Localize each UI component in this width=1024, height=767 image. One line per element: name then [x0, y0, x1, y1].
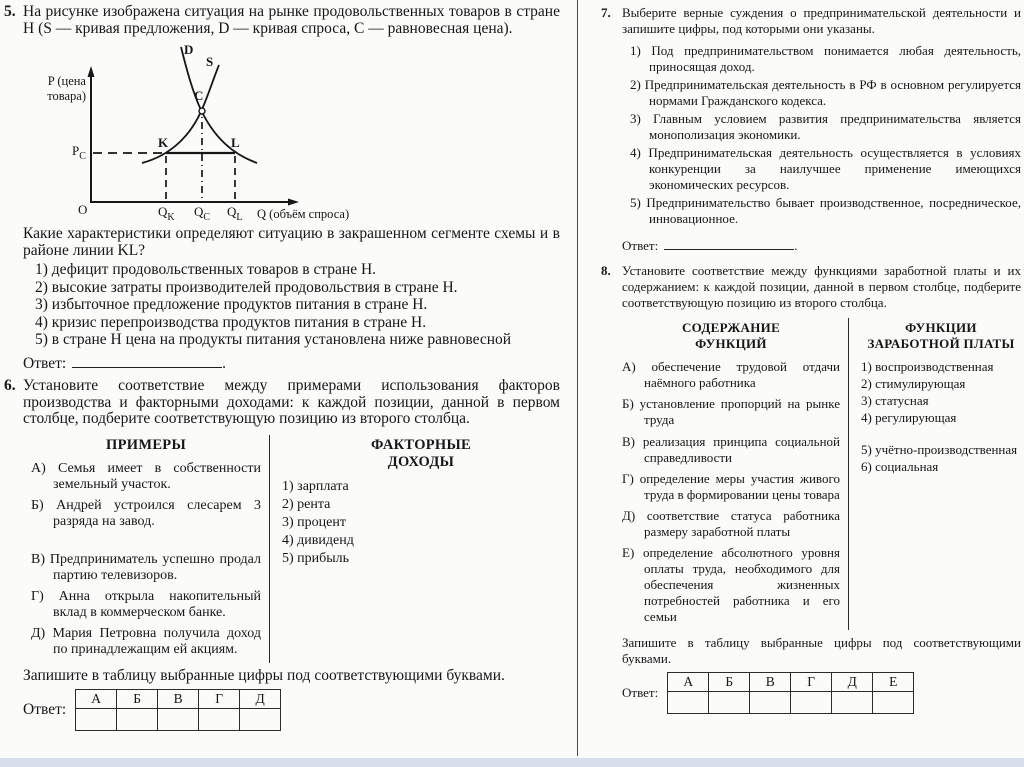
- option-item: 4) кризис перепроизводства продуктов питания в стране Н.: [35, 313, 427, 331]
- question-6-answer-table: [75, 689, 281, 731]
- supply-demand-diagram: [40, 39, 370, 221]
- equilibrium-point: [199, 108, 205, 114]
- demand-curve-label: D: [184, 42, 194, 57]
- match-item: Г) определение меры участия живого труда в формировании цены товара: [622, 471, 840, 502]
- answer-cell-header: Б: [117, 690, 158, 709]
- point-k-label: K: [158, 135, 169, 150]
- question-6: [4, 378, 560, 731]
- wage-functions-column: [849, 318, 1021, 630]
- function-content-column: [622, 318, 849, 630]
- function-option: 2) стимулирующая: [861, 376, 966, 391]
- y-axis-label-line1: P (цена: [47, 74, 86, 88]
- answer-label: Ответ:: [23, 700, 67, 718]
- question-7: [601, 5, 1021, 254]
- point-l-label: L: [231, 135, 240, 150]
- answer-period: .: [794, 238, 798, 253]
- option-item: 4) Предпринимательская деятельность осуществляется в условиях конкуренции за наилучшее применение имеющихся экономических ресурсов.: [630, 145, 1021, 192]
- y-axis-arrow: [88, 66, 95, 77]
- function-option: 6) социальная: [861, 459, 939, 474]
- question-8-intro: Установите соответствие между функциями заработной платы и их содержанием: к каждой позиции, данной в первом столбце, подберите соответствующую позицию из второго столбца.: [622, 263, 1021, 310]
- answer-cell-header: Е: [873, 673, 914, 692]
- examples-header: ПРИМЕРЫ: [106, 436, 186, 453]
- supply-curve: [142, 65, 219, 163]
- question-6-number: 6.: [4, 377, 16, 394]
- right-column: [601, 3, 1021, 714]
- match-item: А) Семья имеет в собственности земельный участок.: [31, 460, 261, 492]
- answer-cell-empty: [117, 709, 158, 731]
- option-item: 1) Под предпринимательством понимается любая деятельность, приносящая доход.: [630, 43, 1021, 74]
- answer-cell-empty: [240, 709, 281, 731]
- question-7-intro: Выберите верные суждения о предпринимательской деятельности и запишите цифры, под которыми они указаны.: [622, 5, 1021, 36]
- answer-cell-empty: [873, 692, 914, 714]
- x-axis-arrow: [288, 199, 299, 206]
- option-item: 3) Главным условием развития предпринимательства является монополизация экономики.: [630, 111, 1021, 142]
- equilibrium-point-label: C: [194, 88, 204, 103]
- answer-cell-empty: [199, 709, 240, 731]
- left-column: [4, 4, 560, 731]
- question-8-answer-table: [667, 672, 914, 714]
- question-6-match-table: [31, 435, 560, 663]
- answer-cell-header: Г: [199, 690, 240, 709]
- function-option: 4) регулирующая: [861, 410, 957, 425]
- question-5-text: Какие характеристики определяют ситуацию в закрашенном сегменте схемы и в районе линии KL?: [23, 225, 560, 259]
- question-7-answer-row: [622, 236, 1021, 254]
- origin-label: O: [78, 202, 88, 217]
- answer-blank: [664, 236, 794, 250]
- option-item: 3) избыточное предложение продуктов питания в стране Н.: [35, 296, 428, 313]
- option-item: 2) Предпринимательская деятельность в РФ в основном регулируется нормами Гражданского кодекса.: [630, 77, 1021, 108]
- income-option: 1) зарплата: [282, 478, 349, 494]
- answer-cell-empty: [750, 692, 791, 714]
- answer-cell-header: А: [76, 690, 117, 709]
- match-item: Б) Андрей устроился слесарем 3 разряда на завод.: [31, 497, 261, 529]
- match-item: В) реализация принципа социальной справедливости: [622, 434, 840, 465]
- income-option: 2) рента: [282, 496, 331, 512]
- answer-cell-empty: [832, 692, 873, 714]
- income-option: 4) дивиденд: [282, 532, 354, 548]
- question-5-answer-row: [23, 354, 560, 373]
- option-item: 2) высокие затраты производителей продовольствия в стране Н.: [35, 278, 458, 296]
- qty-qc-label: $Q_C$: [194, 204, 211, 221]
- qty-ql-label: $Q_L$: [227, 204, 243, 221]
- question-6-answer-row: [23, 689, 560, 731]
- question-8-note: Запишите в таблицу выбранные цифры под соответствующими буквами.: [622, 635, 1021, 666]
- supply-curve-label: S: [206, 54, 214, 69]
- answer-cell-empty: [668, 692, 709, 714]
- question-8-match-table: [622, 318, 1021, 630]
- answer-cell-header: Д: [832, 673, 873, 692]
- question-5-options: [35, 262, 560, 349]
- match-item: Д) соответствие статуса работника размеру заработной платы: [622, 508, 840, 539]
- answer-blank: [72, 354, 222, 368]
- function-option: 1) воспроизводственная: [861, 359, 994, 374]
- wage-functions-header: ФУНКЦИИ ЗАРАБОТНОЙ ПЛАТЫ: [867, 320, 1015, 351]
- match-item: Е) определение абсолютного уровня оплаты труда, необходимого для обеспечения жизненных потребностей работника и его семьи: [622, 545, 840, 624]
- question-6-intro: Установите соответствие между примерами использования факторов производства и факторными доходами: к каждой позиции, данной в первом столбце, подберите соответствующую позицию из второго столбца.: [23, 377, 560, 427]
- answer-cell-empty: [709, 692, 750, 714]
- question-6-note: Запишите в таблицу выбранные цифры под соответствующими буквами.: [23, 666, 505, 684]
- column-divider: [577, 0, 578, 756]
- function-option: 3) статусная: [861, 393, 929, 408]
- match-item: Г) Анна открыла накопительный вклад в коммерческом банке.: [31, 588, 261, 620]
- match-item: А) обеспечение трудовой отдачи наёмного работника: [622, 359, 840, 390]
- demand-curve: [181, 47, 257, 163]
- question-7-options: [630, 43, 1021, 227]
- answer-cell-header: Г: [791, 673, 832, 692]
- answer-cell-header: Д: [240, 690, 281, 709]
- answer-label: Ответ:: [622, 238, 659, 253]
- function-content-header: СОДЕРЖАНИЕ ФУНКЦИЙ: [681, 320, 781, 351]
- factor-incomes-header: ФАКТОРНЫЕ ДОХОДЫ: [370, 436, 472, 470]
- qty-qk-label: $Q_K$: [158, 204, 175, 221]
- y-axis-label-line2: товара): [47, 89, 86, 103]
- answer-label: Ответ:: [622, 685, 659, 700]
- function-option: 5) учётно-производственная: [861, 442, 1018, 457]
- option-item: 5) Предпринимательство бывает производственное, посредническое, инновационное.: [630, 195, 1021, 226]
- answer-cell-empty: [158, 709, 199, 731]
- income-option: 5) прибыль: [282, 550, 350, 566]
- x-axis-label: Q (объём спроса): [257, 207, 350, 221]
- match-item: В) Предприниматель успешно продал партию телевизоров.: [31, 551, 261, 583]
- factor-incomes-column: [270, 435, 560, 663]
- question-8-number: 8.: [601, 263, 611, 278]
- answer-period: .: [222, 354, 227, 372]
- option-item: 5) в стране Н цена на продукты питания установлена ниже равновесной: [35, 331, 512, 348]
- question-5-intro: На рисунке изображена ситуация на рынке продовольственных товаров в стране Н (S — кривая предложения, D — кривая спроса, С — равновесная цена).: [23, 3, 560, 37]
- answer-cell-header: Б: [709, 673, 750, 692]
- price-pc-label: $P_C$: [72, 143, 86, 162]
- examples-column: [31, 435, 270, 663]
- question-8-answer-row: [622, 672, 1021, 714]
- question-8: [601, 263, 1021, 714]
- question-5-number: 5.: [4, 3, 16, 20]
- match-item: Д) Мария Петровна получила доход по принадлежащим ей акциям.: [31, 625, 261, 657]
- option-item: 1) дефицит продовольственных товаров в стране Н.: [35, 261, 377, 278]
- answer-cell-empty: [791, 692, 832, 714]
- answer-cell-header: В: [158, 690, 199, 709]
- bottom-bar: [0, 758, 1024, 767]
- answer-cell-empty: [76, 709, 117, 731]
- income-option: 3) процент: [282, 514, 346, 530]
- match-item: Б) установление пропорций на рынке труда: [622, 396, 840, 427]
- answer-cell-header: В: [750, 673, 791, 692]
- answer-label: Ответ:: [23, 354, 67, 372]
- question-7-number: 7.: [601, 5, 611, 20]
- question-5: [4, 4, 560, 372]
- answer-cell-header: А: [668, 673, 709, 692]
